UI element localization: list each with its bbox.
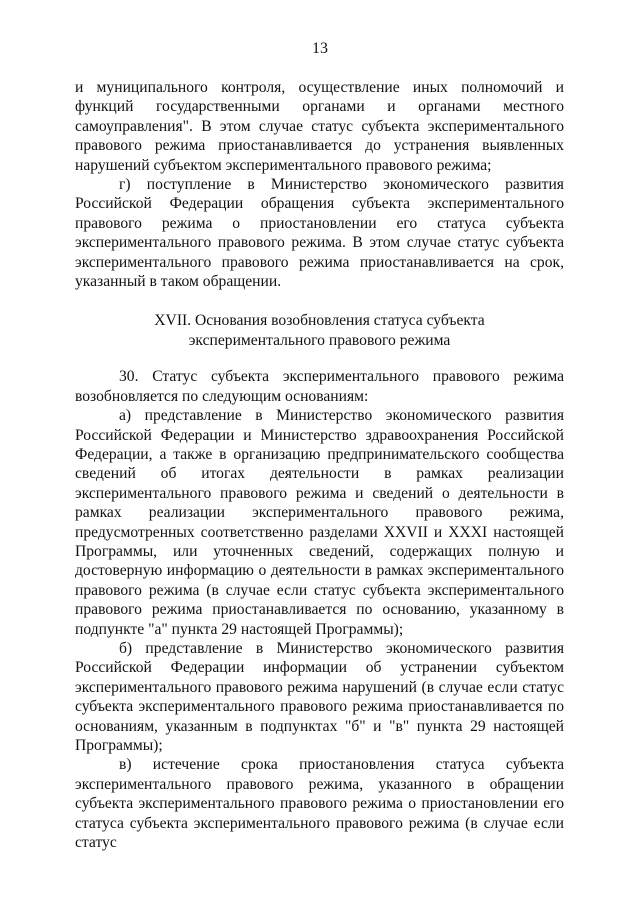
section-heading (75, 311, 564, 350)
page-number: 13 (312, 40, 328, 57)
document-body (75, 78, 564, 852)
paragraph-item-a: а) представление в Министерство экономического развития Российской Федерации и Министерство здравоохранения Российской Федерации, а также в организацию предпринимательского сообщества сведений об итогах деятельности в рамках реализации экспериментального правового режима и сведений о деятельности в рамках реализации экспериментального правового режима, предусмотренных соответственно разделами XXVII и XXXI настоящей Программы, или уточненных сведений, содержащих полную и достоверную информацию о деятельности в рамках экспериментального правового режима (в случае если статус субъекта экспериментального правового режима приостанавливается по основанию, указанному в подпункте "а" пункта 29 настоящей Программы); (75, 407, 564, 638)
paragraph-item-b: б) представление в Министерство экономического развития Российской Федерации информации об устранении субъектом экспериментального правового режима нарушений (в случае если статус субъекта экспериментального правового режима приостанавливается по основаниям, указанным в подпунктах "б" и "в" пункта 29 настоящей Программы); (75, 639, 564, 754)
paragraph-continuation: и муниципального контроля, осуществление иных полномочий и функций государственными органами и органами местного самоуправления". В этом случае статус субъекта экспериментального правового режима приостанавливается до устранения выявленных нарушений субъектом экспериментального правового режима; (75, 79, 564, 174)
paragraph-item-v: в) истечение срока приостановления статуса субъекта экспериментального правового режима, указанного в обращении субъекта экспериментального правового режима о приостановлении его статуса субъекта экспериментального правового режима (в случае если статус (75, 756, 564, 852)
paragraph-clause-30: 30. Статус субъекта экспериментального правового режима возобновляется по следующим основаниям: (75, 368, 564, 405)
section-heading-line-1: XVII. Основания возобновления статуса субъекта (154, 312, 485, 330)
section-heading-line-2: экспериментального правового режима (188, 331, 451, 349)
paragraph-item-g: г) поступление в Министерство экономического развития Российской Федерации обращения субъекта экспериментального правового режима о приостановлении его статуса субъекта экспериментального правового режима. В этом случае статус субъекта экспериментального правового режима приостанавливается на срок, указанный в таком обращении. (75, 176, 564, 291)
